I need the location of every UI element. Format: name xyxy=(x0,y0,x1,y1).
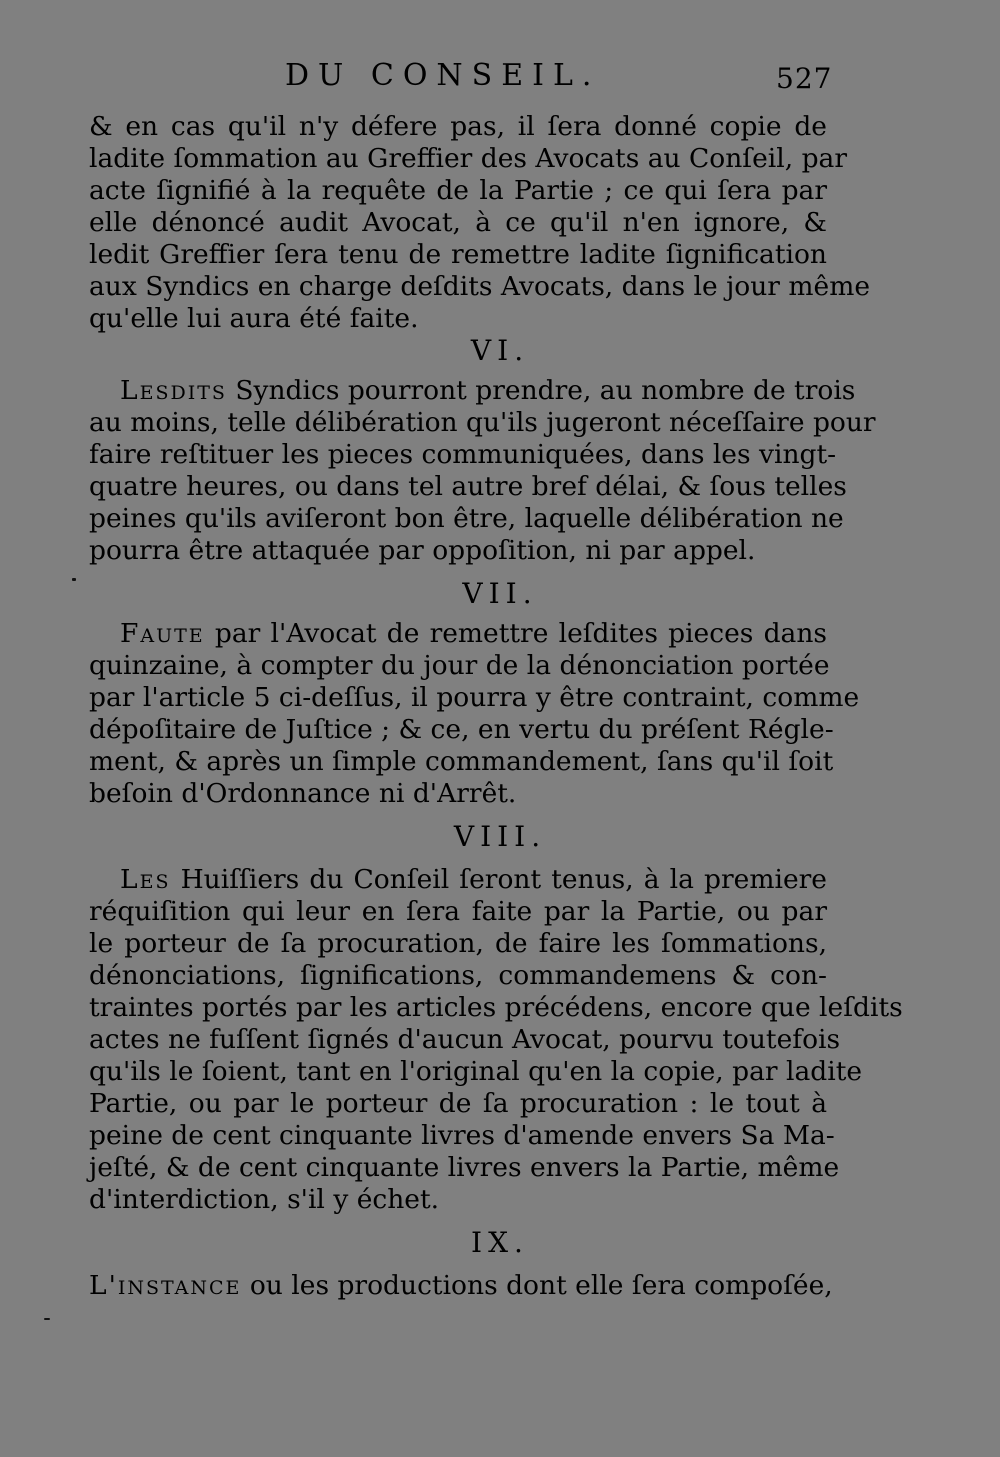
text-line xyxy=(89,746,834,778)
text-line xyxy=(89,714,834,746)
line-text: faire reſtituer les pieces communiquées, dans les vingt- xyxy=(89,439,837,470)
line-text: traintes portés par les articles précédens, encore que leſdits xyxy=(89,992,903,1023)
line-text: quinzaine, à compter du jour de la dénonciation portée xyxy=(89,650,830,681)
line-text: pourra être attaquée par oppoſition, ni par appel. xyxy=(89,535,756,566)
text-line xyxy=(89,896,827,928)
text-line xyxy=(89,303,419,335)
text-line xyxy=(120,375,856,407)
line-text: Partie, ou par le porteur de ſa procuration : le tout à xyxy=(89,1088,827,1119)
line-text: le porteur de ſa procuration, de faire les ſommations, xyxy=(89,928,827,959)
line-text: qu'elle lui aura été faite. xyxy=(89,303,419,334)
article-heading: VII. xyxy=(462,577,538,610)
line-text: beſoin d'Ordonnance ni d'Arrêt. xyxy=(89,778,517,809)
text-line xyxy=(89,271,871,303)
line-text: dépoſitaire de Juſtice ; & ce, en vertu du préſent Régle- xyxy=(89,714,834,745)
text-line xyxy=(120,864,827,896)
line-text: ledit Greffier ſera tenu de remettre ladite ſignification xyxy=(89,239,827,270)
text-line xyxy=(89,778,516,810)
line-text: Huiſſiers du Conſeil ſeront tenus, à la premiere xyxy=(170,864,827,895)
text-line xyxy=(89,111,827,143)
line-text: aux Syndics en charge deſdits Avocats, dans le jour même xyxy=(89,271,871,302)
line-text: jeſté, & de cent cinquante livres envers la Partie, même xyxy=(89,1152,840,1183)
text-line xyxy=(89,1120,835,1152)
text-line xyxy=(89,1184,439,1216)
text-line xyxy=(89,1270,833,1302)
lead-word: L'instance xyxy=(89,1270,242,1301)
text-line xyxy=(89,928,827,960)
text-line xyxy=(89,992,903,1024)
text-line xyxy=(89,207,827,239)
lead-word: Faute xyxy=(120,618,205,649)
line-text: au moins, telle délibération qu'ils jugeront néceſſaire pour xyxy=(89,407,876,438)
line-text: quatre heures, ou dans tel autre bref délai, & ſous telles xyxy=(89,471,847,502)
line-text: acte ſignifié à la requête de la Partie ; ce qui ſera par xyxy=(89,175,827,206)
article-heading: VIII. xyxy=(453,820,547,853)
line-text: peine de cent cinquante livres d'amende envers Sa Ma- xyxy=(89,1120,835,1151)
lead-word: Lesdits xyxy=(120,375,227,406)
article-heading: IX. xyxy=(471,1226,529,1259)
text-line xyxy=(89,471,847,503)
text-line xyxy=(89,535,755,567)
lead-word: Les xyxy=(120,864,171,895)
ink-speck xyxy=(72,578,76,581)
text-line xyxy=(89,682,860,714)
line-text: actes ne fuſſent ſignés d'aucun Avocat, pourvu toutefois xyxy=(89,1024,841,1055)
text-line xyxy=(89,407,876,439)
text-line xyxy=(89,960,827,992)
text-line xyxy=(89,175,827,207)
page-number: 527 xyxy=(776,62,833,95)
text-line xyxy=(89,503,844,535)
running-head: DU CONSEIL. xyxy=(285,58,601,93)
line-text: ou les productions dont elle ſera compoſée, xyxy=(241,1270,833,1301)
text-line xyxy=(89,1056,863,1088)
line-text: & en cas qu'il n'y défere pas, il ſera donné copie de xyxy=(89,111,827,142)
line-text: réquiſition qui leur en ſera faite par la Partie, ou par xyxy=(89,896,827,927)
line-text: ment, & après un ſimple commandement, ſans qu'il ſoit xyxy=(89,746,834,777)
text-line xyxy=(89,143,848,175)
text-line xyxy=(89,1024,841,1056)
text-line xyxy=(89,650,830,682)
text-line xyxy=(120,618,827,650)
ink-speck xyxy=(44,1318,50,1320)
line-text: par l'Avocat de remettre leſdites pieces dans xyxy=(204,618,827,649)
line-text: qu'ils le ſoient, tant en l'original qu'en la copie, par ladite xyxy=(89,1056,863,1087)
text-line xyxy=(89,439,837,471)
line-text: dénonciations, ſignifications, commandemens & con- xyxy=(89,960,827,991)
line-text: peines qu'ils aviſeront bon être, laquelle délibération ne xyxy=(89,503,844,534)
line-text: par l'article 5 ci-deſſus, il pourra y être contraint, comme xyxy=(89,682,860,713)
line-text: Syndics pourront prendre, au nombre de trois xyxy=(226,375,856,406)
article-heading: VI. xyxy=(470,334,530,367)
text-line xyxy=(89,1088,827,1120)
line-text: d'interdiction, s'il y échet. xyxy=(89,1184,440,1215)
line-text: elle dénoncé audit Avocat, à ce qu'il n'en ignore, & xyxy=(89,207,827,238)
line-text: ladite ſommation au Greffier des Avocats au Conſeil, par xyxy=(89,143,848,174)
text-line xyxy=(89,1152,840,1184)
text-line xyxy=(89,239,827,271)
